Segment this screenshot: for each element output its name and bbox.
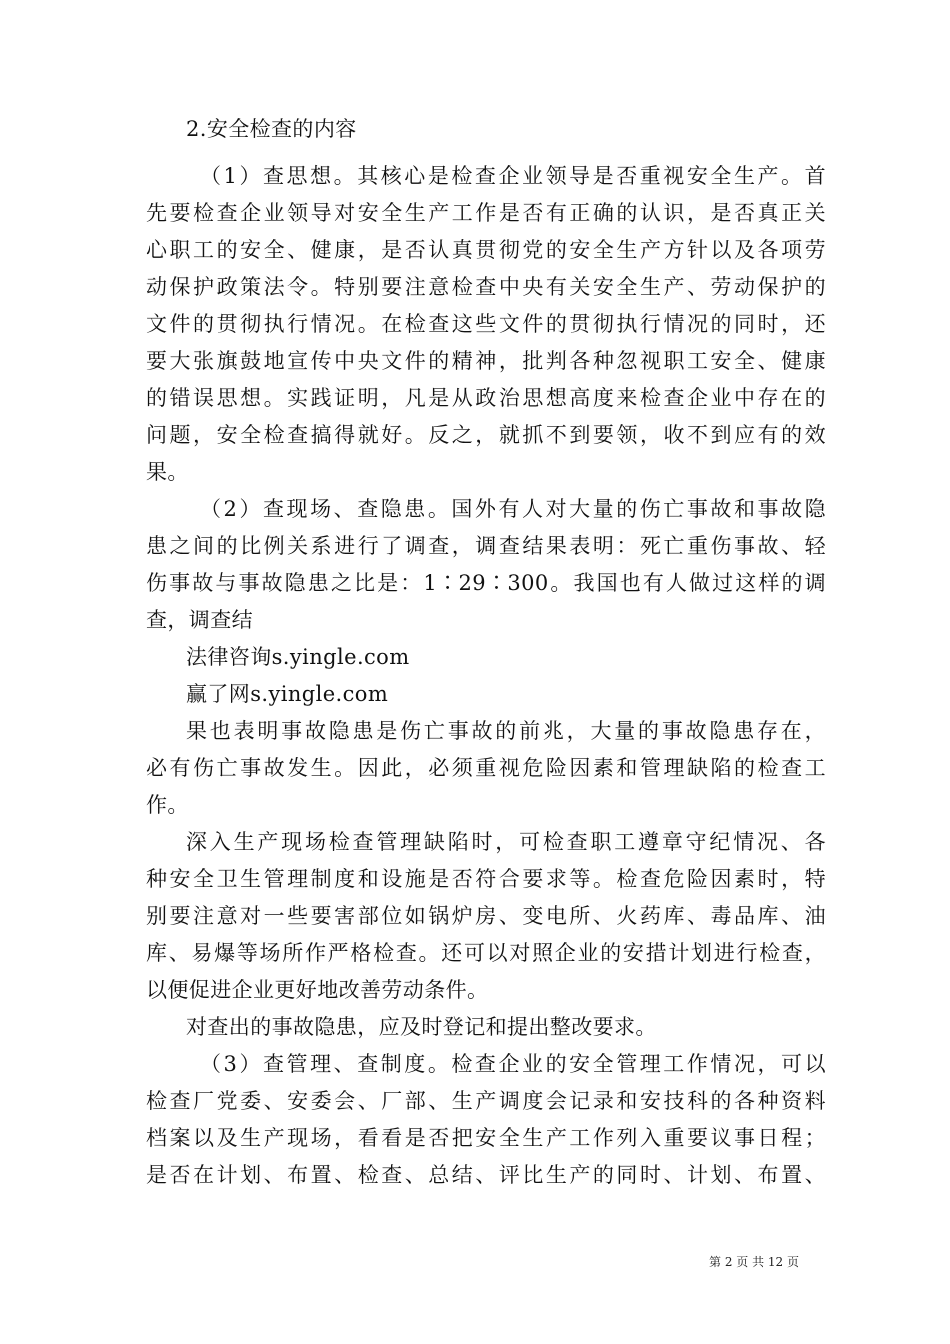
text-line: 果也表明事故隐患是伤亡事故的前兆，大量的事故隐患存在， (186, 719, 826, 743)
text-line: 种安全卫生管理制度和设施是否符合要求等。检查危险因素时，特 (146, 867, 826, 891)
text-line: 档案以及生产现场，看看是否把安全生产工作列入重要议事日程； (146, 1126, 826, 1150)
text-line: 检查厂党委、安委会、厂部、生产调度会记录和安技科的各种资料 (146, 1089, 826, 1113)
text-line: 的错误思想。实践证明，凡是从政治思想高度来检查企业中存在的 (146, 386, 826, 410)
text-line: 必有伤亡事故发生。因此，必须重视危险因素和管理缺陷的检查工 (146, 756, 826, 780)
text-line: 作。 (146, 793, 189, 817)
text-line: 伤事故与事故隐患之比是：1∶29∶300。我国也有人做过这样的调 (146, 571, 826, 595)
text-line: 对查出的事故隐患，应及时登记和提出整改要求。 (186, 1015, 657, 1039)
page-number-footer: 第 2 页 共 12 页 (709, 1255, 799, 1269)
text-line: 查，调查结 (146, 608, 253, 632)
watermark-link-line: 赢了网s.yingle.com (186, 682, 389, 706)
text-line: 心职工的安全、健康，是否认真贯彻党的安全生产方针以及各项劳 (146, 238, 826, 262)
text-line: （2）查现场、查隐患。国外有人对大量的伤亡事故和事故隐 (200, 497, 826, 521)
text-line: 文件的贯彻执行情况。在检查这些文件的贯彻执行情况的同时，还 (146, 312, 826, 336)
watermark-link-line: 法律咨询s.yingle.com (186, 645, 410, 669)
text-line: 动保护政策法令。特别要注意检查中央有关安全生产、劳动保护的 (146, 275, 826, 299)
text-line: 库、易爆等场所作严格检查。还可以对照企业的安措计划进行检查， (146, 941, 826, 965)
text-line: 别要注意对一些要害部位如锅炉房、变电所、火药库、毒品库、油 (146, 904, 826, 928)
text-line: 先要检查企业领导对安全生产工作是否有正确的认识，是否真正关 (146, 201, 826, 225)
text-line: 问题，安全检查搞得就好。反之，就抓不到要领，收不到应有的效 (146, 423, 826, 447)
section-heading: 2.安全检查的内容 (186, 117, 357, 141)
text-line: 深入生产现场检查管理缺陷时，可检查职工遵章守纪情况、各 (186, 830, 826, 854)
text-line: 以便促进企业更好地改善劳动条件。 (146, 978, 489, 1002)
text-line: （3）查管理、查制度。检查企业的安全管理工作情况，可以 (200, 1052, 826, 1076)
text-line: 患之间的比例关系进行了调查，调查结果表明：死亡重伤事故、轻 (146, 534, 826, 558)
text-line: 是否在计划、布置、检查、总结、评比生产的同时、计划、布置、 (146, 1163, 826, 1187)
text-line: 果。 (146, 460, 189, 484)
text-line: （1）查思想。其核心是检查企业领导是否重视安全生产。首 (200, 164, 826, 188)
text-line: 要大张旗鼓地宣传中央文件的精神，批判各种忽视职工安全、健康 (146, 349, 826, 373)
